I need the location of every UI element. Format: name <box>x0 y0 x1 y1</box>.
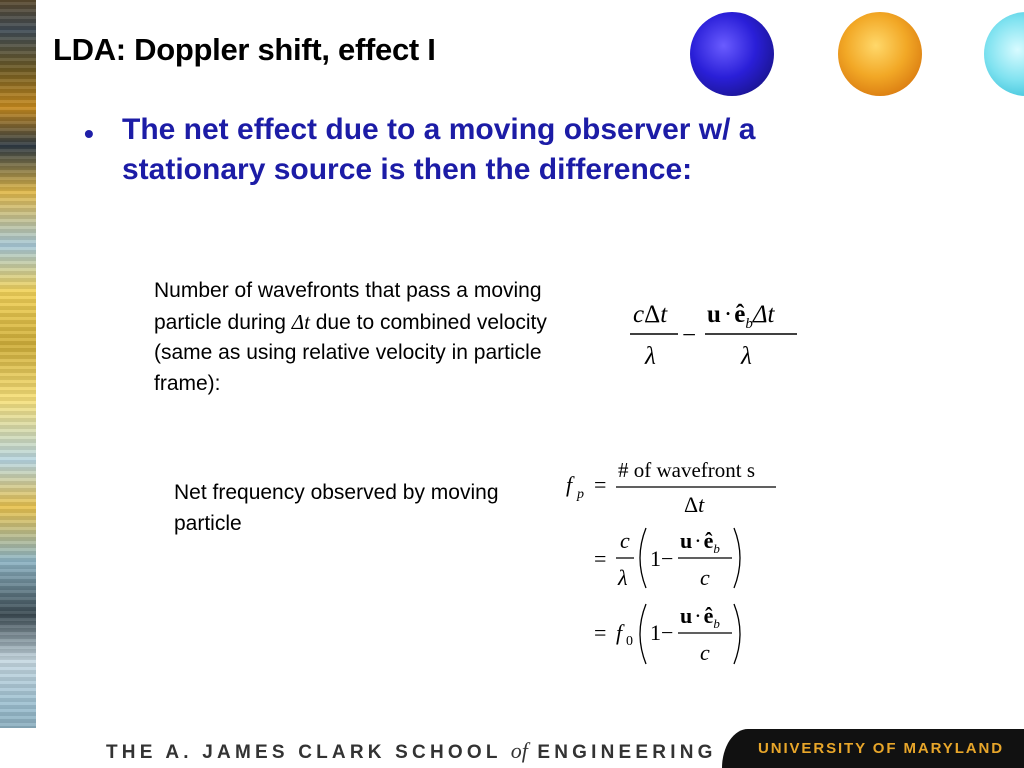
svg-text:1−: 1− <box>650 546 674 571</box>
school-name-part2: ENGINEERING <box>527 742 717 763</box>
school-name-of: of <box>510 738 528 763</box>
net-frequency-equation <box>560 452 800 672</box>
svg-text:λ: λ <box>645 343 656 370</box>
delta-t-symbol: Δt <box>291 309 310 334</box>
svg-text:c: c <box>700 640 710 665</box>
svg-text:Δt: Δt <box>684 492 705 517</box>
svg-text:−: − <box>682 322 697 349</box>
bullet-icon: • <box>84 118 94 149</box>
orange-orb-decoration <box>838 12 922 96</box>
svg-text:c: c <box>700 565 710 590</box>
svg-text:u·êb: $u\cdot ê_b$ <box>680 603 720 631</box>
wavefront-description <box>154 276 574 399</box>
svg-text:u·êb: $u\cdot ê_b$ <box>680 528 720 556</box>
blue-orb-decoration <box>690 12 774 96</box>
svg-text:=: = <box>594 620 607 645</box>
svg-text:u·êbΔt: $u \cdot ê_b\Delta t$ <box>707 301 775 332</box>
decorative-side-strip <box>0 0 36 768</box>
svg-text:cΔt: cΔt <box>633 301 668 328</box>
cyan-orb-decoration <box>984 12 1024 96</box>
engineering-school-name <box>106 738 717 764</box>
svg-text:c: c <box>620 528 630 553</box>
wavefront-count-equation <box>625 296 805 376</box>
svg-text:f: f <box>616 620 623 645</box>
svg-text:f: f <box>566 472 573 497</box>
net-frequency-description: Net frequency observed by moving particle <box>174 481 499 535</box>
wavefront-description-part2: due to combined velocity (same as using relative velocity in particle frame): <box>154 310 547 395</box>
school-name-part1: THE A. JAMES CLARK SCHOOL <box>106 742 511 763</box>
svg-text:p: p <box>577 487 584 502</box>
svg-text:λ: λ <box>618 565 628 590</box>
svg-text:=: = <box>594 472 607 497</box>
wavefront-description-part1: Number of wavefronts that pass a moving particle during <box>154 279 542 334</box>
svg-text:1−: 1− <box>650 620 674 645</box>
bullet-text: The net effect due to a moving observer w/ a stationary source is then the difference: <box>122 113 756 186</box>
svg-text:=: = <box>594 546 607 571</box>
svg-text:λ: λ <box>741 343 752 370</box>
university-name: UNIVERSITY OF MARYLAND <box>758 740 1004 757</box>
svg-text:# of wavefront s: # of wavefront s <box>618 458 756 482</box>
slide-title: LDA: Doppler shift, effect I <box>53 32 436 67</box>
svg-text:0: 0 <box>626 634 633 649</box>
